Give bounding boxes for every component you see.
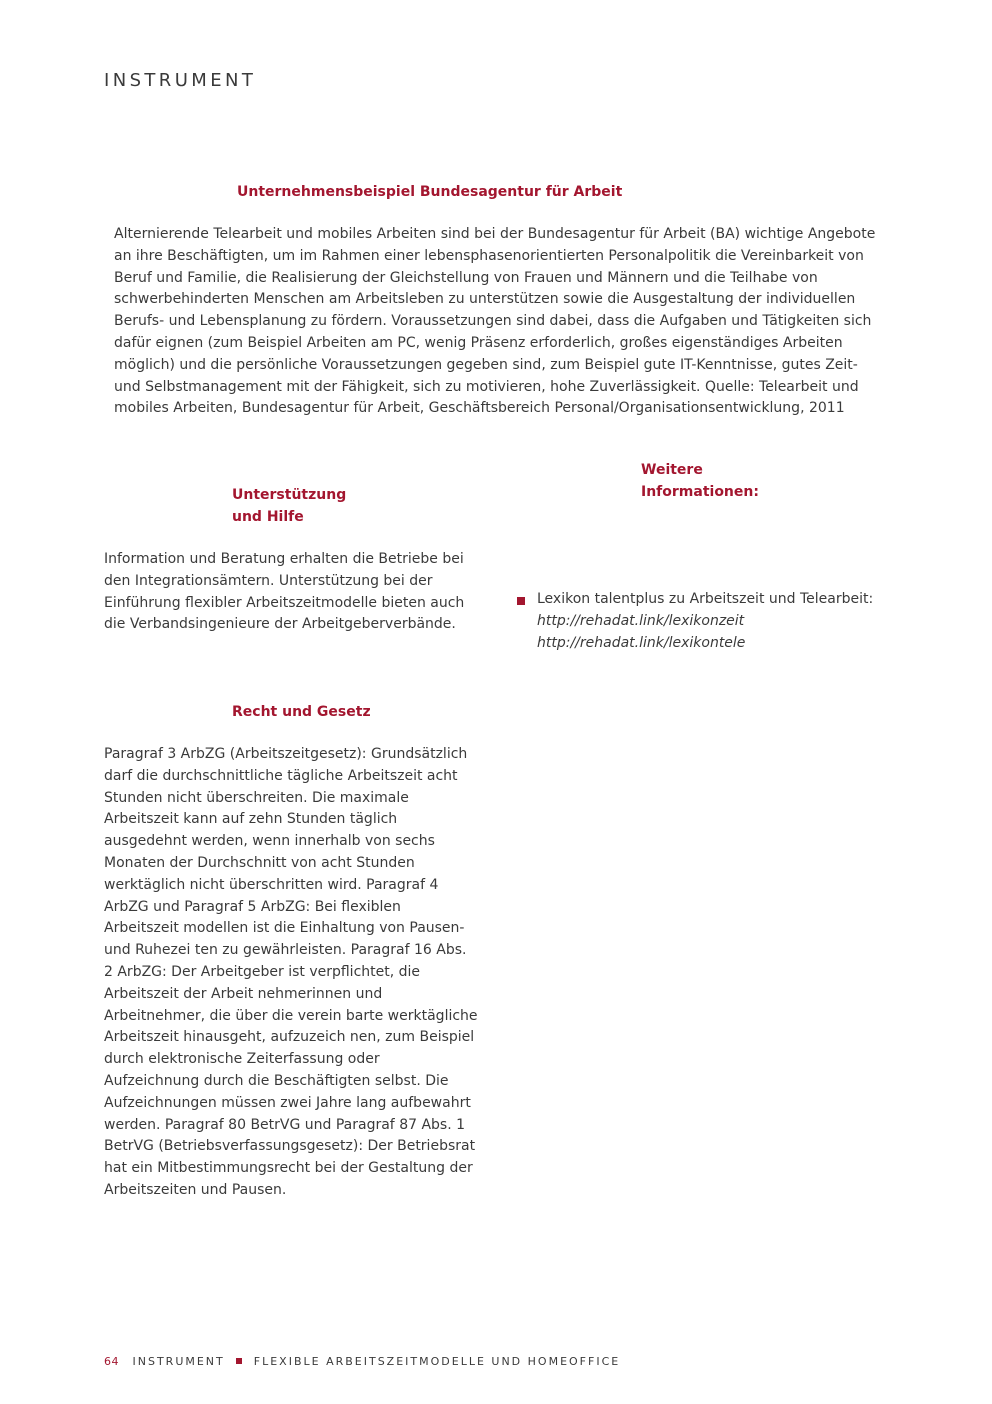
example-text: Alternierende Telearbeit und mobiles Arbeiten sind bei der Bundesagentur für Arbeit (BA) wichtige Angebote an ihre Beschäftigten, um im Rahmen einer lebensphasenorientierten Personalpolitik die Vereinbarkeit von Beruf und Familie, die Realisierung der Gleichstellung von Frauen und Männern und die Teilhabe von schwerbehinderten Menschen am Arbeitsleben zu unterstützen sowie die Ausgestaltung der individuellen Berufs- und Lebensplanung zu fördern. Voraussetzungen sind dabei, dass die Aufgaben und Tätigkeiten sich dafür eignen (zum Beispiel Arbeiten am PC, wenig Präsenz erforderlich, großes eigenständiges Arbeiten möglich) und die persönliche Voraussetzungen gegeben sind, zum Beispiel gute IT-Kenntnisse, gutes Zeit- und Selbstmanagement mit der Fähigkeit, sich zu motivieren, hohe Zuverlässigkeit. Quelle: Telearbeit und mobiles Arbeiten, Bundesagentur für Arbeit, Geschäftsbereich Personal/Organisationsentwicklung, 2011 xyxy=(114,226,876,417)
section-kicker: INSTRUMENT xyxy=(104,70,257,91)
square-bullet-icon xyxy=(517,597,525,605)
more-info-heading-line1: Weitere xyxy=(641,462,703,478)
page-footer xyxy=(104,1355,620,1368)
more-info-list xyxy=(517,589,897,654)
info-label: Lexikon talentplus zu Arbeitszeit und Telearbeit: xyxy=(537,591,874,607)
footer-section: INSTRUMENT xyxy=(132,1355,225,1368)
support-heading-line2: und Hilfe xyxy=(232,509,304,525)
square-separator-icon xyxy=(236,1358,242,1364)
list-item xyxy=(517,589,897,654)
lexikon-zeit-link[interactable]: http://rehadat.link/lexikonzeit xyxy=(537,612,745,629)
support-heading-line1: Unterstützung xyxy=(232,487,347,503)
footer-title: FLEXIBLE ARBEITSZEITMODELLE UND HOMEOFFICE xyxy=(253,1355,621,1368)
support-heading xyxy=(232,484,412,528)
page-number: 64 xyxy=(104,1355,119,1368)
more-info-heading-line2: Informationen: xyxy=(641,484,759,500)
example-heading: Unternehmensbeispiel Bundesagentur für Arbeit xyxy=(237,184,623,200)
support-text: Information und Beratung erhalten die Betriebe bei den Integrationsämtern. Unterstützung bei der Einführung flexibler Arbeitszeitmodelle bieten auch die Verbandsingenieure der Arbeitgeberverbände. xyxy=(104,551,465,633)
law-text: Paragraf 3 ArbZG (Arbeitszeitgesetz): Grundsätzlich darf die durchschnittliche tägliche Arbeitszeit acht Stunden nicht überschreiten. Die maximale Arbeitszeit kann auf zehn Stunden täglich ausgedehnt werden, wenn innerhalb von sechs Monaten der Durchschnitt von acht Stunden werktäglich nicht überschritten wird. Paragraf 4 ArbZG und Paragraf 5 ArbZG: Bei flexiblen Arbeitszeit modellen ist die Einhaltung von Pausen- und Ruhezei ten zu gewährleisten. Paragraf 16 Abs. 2 ArbZG: Der Arbeitgeber ist verpflichtet, die Arbeitszeit der Arbeit nehmerinnen und Arbeitnehmer, die über die verein barte werktägliche Arbeitszeit hinausgeht, aufzuzeich nen, zum Beispiel durch elektronische Zeiterfassung oder Aufzeichnung durch die Beschäftigten selbst. Die Aufzeichnungen müssen zwei Jahre lang aufbewahrt werden. Paragraf 80 BetrVG und Paragraf 87 Abs. 1 BetrVG (Betriebsverfassungsgesetz): Der Betriebsrat hat ein Mitbestimmungsrecht bei der Gestaltung der Arbeitszeiten und Pausen. xyxy=(104,746,478,1198)
more-info-heading xyxy=(641,459,841,503)
lexikon-tele-link[interactable]: http://rehadat.link/lexikontele xyxy=(537,634,746,651)
law-heading: Recht und Gesetz xyxy=(232,704,371,720)
